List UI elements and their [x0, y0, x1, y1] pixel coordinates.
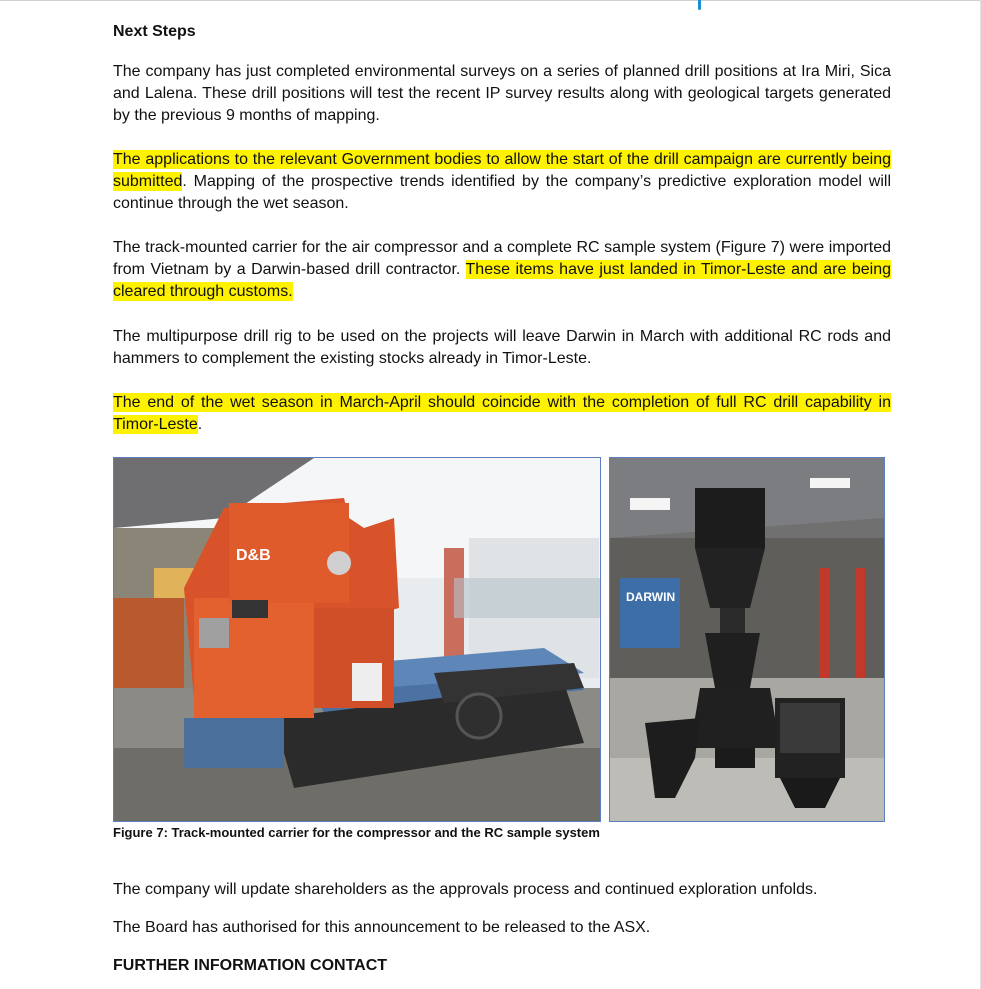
highlight-customs: These items have just landed in Timor-Leste and are being cleared through customs. [113, 261, 892, 300]
highlight-wet-season: The end of the wet season in March-April should coincide with the completion of full RC drill capability in Timor-Leste [113, 394, 891, 433]
paragraph-applications-rest: . Mapping of the prospective trends identified by the company’s predictive exploration model will continue through the wet season. [113, 173, 891, 212]
page-top-border [0, 0, 981, 1]
workshop-sign-text: DARWIN [626, 590, 676, 604]
paragraph-wet-season-rest: . [197, 416, 203, 433]
paragraph-carrier [113, 237, 891, 303]
contact-heading: FURTHER INFORMATION CONTACT [113, 957, 388, 974]
paragraph-carrier-start: The track-mounted carrier for the air compressor and a complete RC sample system (Figure 7) were imported from Vietnam by a Darwin-based drill contractor. [113, 239, 891, 278]
scroll-marker [698, 0, 701, 10]
sample-system-photo-illustration [610, 458, 884, 821]
carrier-logo-text: D&B [236, 547, 271, 564]
figure-caption: Figure 7: Track-mounted carrier for the compressor and the RC sample system [113, 825, 600, 840]
carrier-photo-illustration [114, 458, 600, 821]
paragraph-authorised: The Board has authorised for this announcement to be released to the ASX. [113, 919, 651, 936]
highlight-applications: The applications to the relevant Government bodies to allow the start of the drill campaign are currently being submitted [113, 151, 891, 190]
paragraph-drill-rig: The multipurpose drill rig to be used on the projects will leave Darwin in March with additional RC rods and hammers to complement the existing stocks already in Timor-Leste. [113, 328, 891, 367]
paragraph-surveys: The company has just completed environmental surveys on a series of planned drill positions at Ira Miri, Sica and Lalena. These drill positions will test the recent IP survey results along with geological targets generated by the previous 9 months of mapping. [113, 63, 891, 124]
figure-sample-system-photo [609, 457, 885, 822]
paragraph-applications [113, 149, 891, 215]
paragraph-wet-season [113, 392, 891, 436]
paragraph-update: The company will update shareholders as the approvals process and continued exploration unfolds. [113, 881, 818, 898]
figure-carrier-photo [113, 457, 601, 822]
section-heading: Next Steps [113, 23, 196, 40]
